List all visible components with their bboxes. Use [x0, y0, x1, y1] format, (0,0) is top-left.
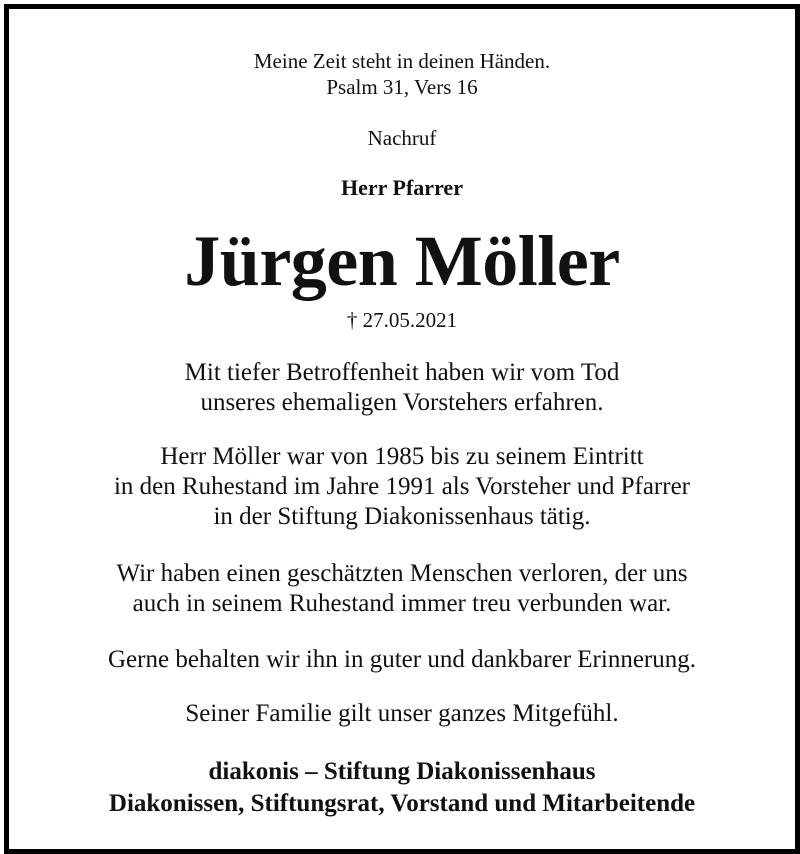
- paragraph-2-line-2: in den Ruhestand im Jahre 1991 als Vorsteher und Pfarrer: [113, 473, 691, 500]
- deceased-name: Jürgen Möller: [184, 221, 620, 301]
- paragraph-4-line-1: Gerne behalten wir ihn in guter und dankbarer Erinnerung.: [108, 646, 696, 673]
- motto-line-2: Psalm 31, Vers 16: [326, 75, 478, 99]
- honorific: Herr Pfarrer: [341, 175, 463, 200]
- paragraph-1-line-1: Mit tiefer Betroffenheit haben wir vom Tod: [184, 359, 620, 386]
- motto-line-1: Meine Zeit steht in deinen Händen.: [253, 49, 551, 73]
- heading-nachruf: Nachruf: [367, 126, 437, 150]
- paragraph-1-line-2: unseres ehemaligen Vorstehers erfahren.: [200, 389, 604, 416]
- paragraph-5-line-1: Seiner Familie gilt unser ganzes Mitgefühl.: [185, 700, 619, 727]
- signature-line-1: diakonis – Stiftung Diakonissenhaus: [208, 758, 596, 785]
- paragraph-3-line-1: Wir haben einen geschätzten Menschen verloren, der uns: [116, 560, 688, 587]
- paragraph-2-line-3: in der Stiftung Diakonissenhaus tätig.: [213, 503, 591, 530]
- paragraph-3-line-2: auch in seinem Ruhestand immer treu verbunden war.: [132, 590, 672, 617]
- signature-line-2: Diakonissen, Stiftungsrat, Vorstand und Mitarbeitende: [108, 790, 696, 817]
- paragraph-2-line-1: Herr Möller war von 1985 bis zu seinem Eintritt: [160, 443, 644, 470]
- death-date: † 27.05.2021: [346, 308, 458, 332]
- obituary-frame: [4, 4, 800, 854]
- obituary-content: [9, 9, 795, 849]
